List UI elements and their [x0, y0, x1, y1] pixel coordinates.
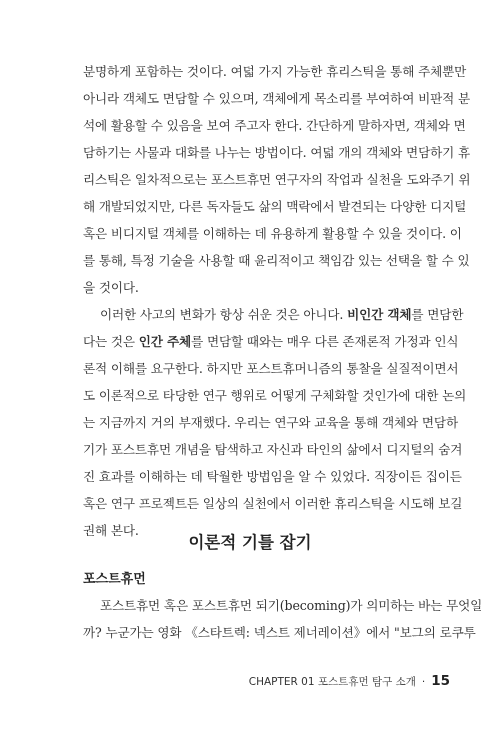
page-footer: [249, 673, 450, 689]
emphasis-human-subject: 인간 주체: [138, 334, 192, 349]
paragraph-2-line-3: 론적 이해를 요구한다. 하지만 포스트휴머니즘의 통찰을 실질적이면서: [83, 361, 459, 376]
page-number: 15: [431, 673, 450, 689]
paragraph-1-line-5: 리스틱은 일차적으로는 포스트휴먼 연구자의 작업과 실천을 도와주기 위: [83, 172, 471, 187]
paragraph-2-line-1-pre: 이러한 사고의 변화가 항상 쉬운 것은 아니다.: [100, 307, 348, 322]
paragraph-2-line-1: [100, 306, 464, 324]
subsection-title: 포스트휴먼: [83, 572, 146, 587]
paragraph-1-line-4: 담하기는 사물과 대화를 나누는 방법이다. 여덟 개의 객체와 면담하기 휴: [83, 145, 470, 160]
paragraph-3-line-2: 까? 누군가는 영화 《스타트렉: 넥스트 제너레이션》에서 "보그의 로쿠투: [83, 625, 476, 640]
paragraph-2-line-2-post: 를 면담할 때와는 매우 다른 존재론적 가정과 인식: [191, 334, 459, 349]
footer-separator: ·: [421, 676, 426, 688]
paragraph-1-line-1: 분명하게 포함하는 것이다. 여덟 가지 가능한 휴리스틱을 통해 주체뿐만: [83, 64, 467, 79]
paragraph-1-line-7: 혹은 비디지털 객체를 이해하는 데 유용하게 활용할 수 있을 것이다. 이: [83, 226, 462, 241]
section-title: 이론적 기틀 잡기: [188, 533, 312, 552]
paragraph-1-line-6: 해 개발되었지만, 다른 독자들도 삶의 맥락에서 발견되는 다양한 디지털: [83, 199, 467, 214]
paragraph-3-line-1: 포스트휴먼 혹은 포스트휴먼 되기(becoming)가 의미하는 바는 무엇일: [100, 598, 483, 613]
footer-chapter: CHAPTER 01: [248, 676, 315, 688]
paragraph-1-line-9: 을 것이다.: [83, 280, 139, 295]
paragraph-2-line-7: 진 효과를 이해하는 데 탁월한 방법임을 알 수 있었다. 직장이든 집이든: [83, 469, 462, 484]
paragraph-1-line-3: 석에 활용할 수 있음을 보여 주고자 한다. 간단하게 말하자면, 객체와 면: [83, 118, 466, 133]
paragraph-2-line-8: 혹은 연구 프로젝트든 일상의 실천에서 이러한 휴리스틱을 시도해 보길: [83, 496, 463, 511]
paragraph-1-line-8: 를 통해, 특정 기술을 사용할 때 윤리적이고 책임감 있는 선택을 할 수 있: [83, 253, 470, 268]
paragraph-2-line-2: [83, 333, 459, 351]
paragraph-2-line-9: 권해 본다.: [83, 523, 139, 538]
paragraph-2-line-6: 기가 포스트휴먼 개념을 탐색하고 자신과 타인의 삶에서 디지털의 숨겨: [83, 442, 463, 457]
emphasis-nonhuman-object: 비인간 객체: [347, 307, 412, 322]
footer-chapter-title: 포스트휴먼 탐구 소개: [317, 676, 416, 688]
paragraph-2-line-4: 도 이론적으로 타당한 연구 행위로 어떻게 구체화할 것인가에 대한 논의: [83, 388, 467, 403]
paragraph-2-line-5: 는 지금까지 거의 부재했다. 우리는 연구와 교육을 통해 객체와 면담하: [83, 415, 458, 430]
paragraph-2-line-2-pre: 다는 것은: [83, 334, 139, 349]
paragraph-2-line-1-post: 를 면담한: [411, 307, 464, 322]
paragraph-1-line-2: 아니라 객체도 면담할 수 있으며, 객체에게 목소리를 부여하여 비판적 분: [83, 91, 470, 106]
